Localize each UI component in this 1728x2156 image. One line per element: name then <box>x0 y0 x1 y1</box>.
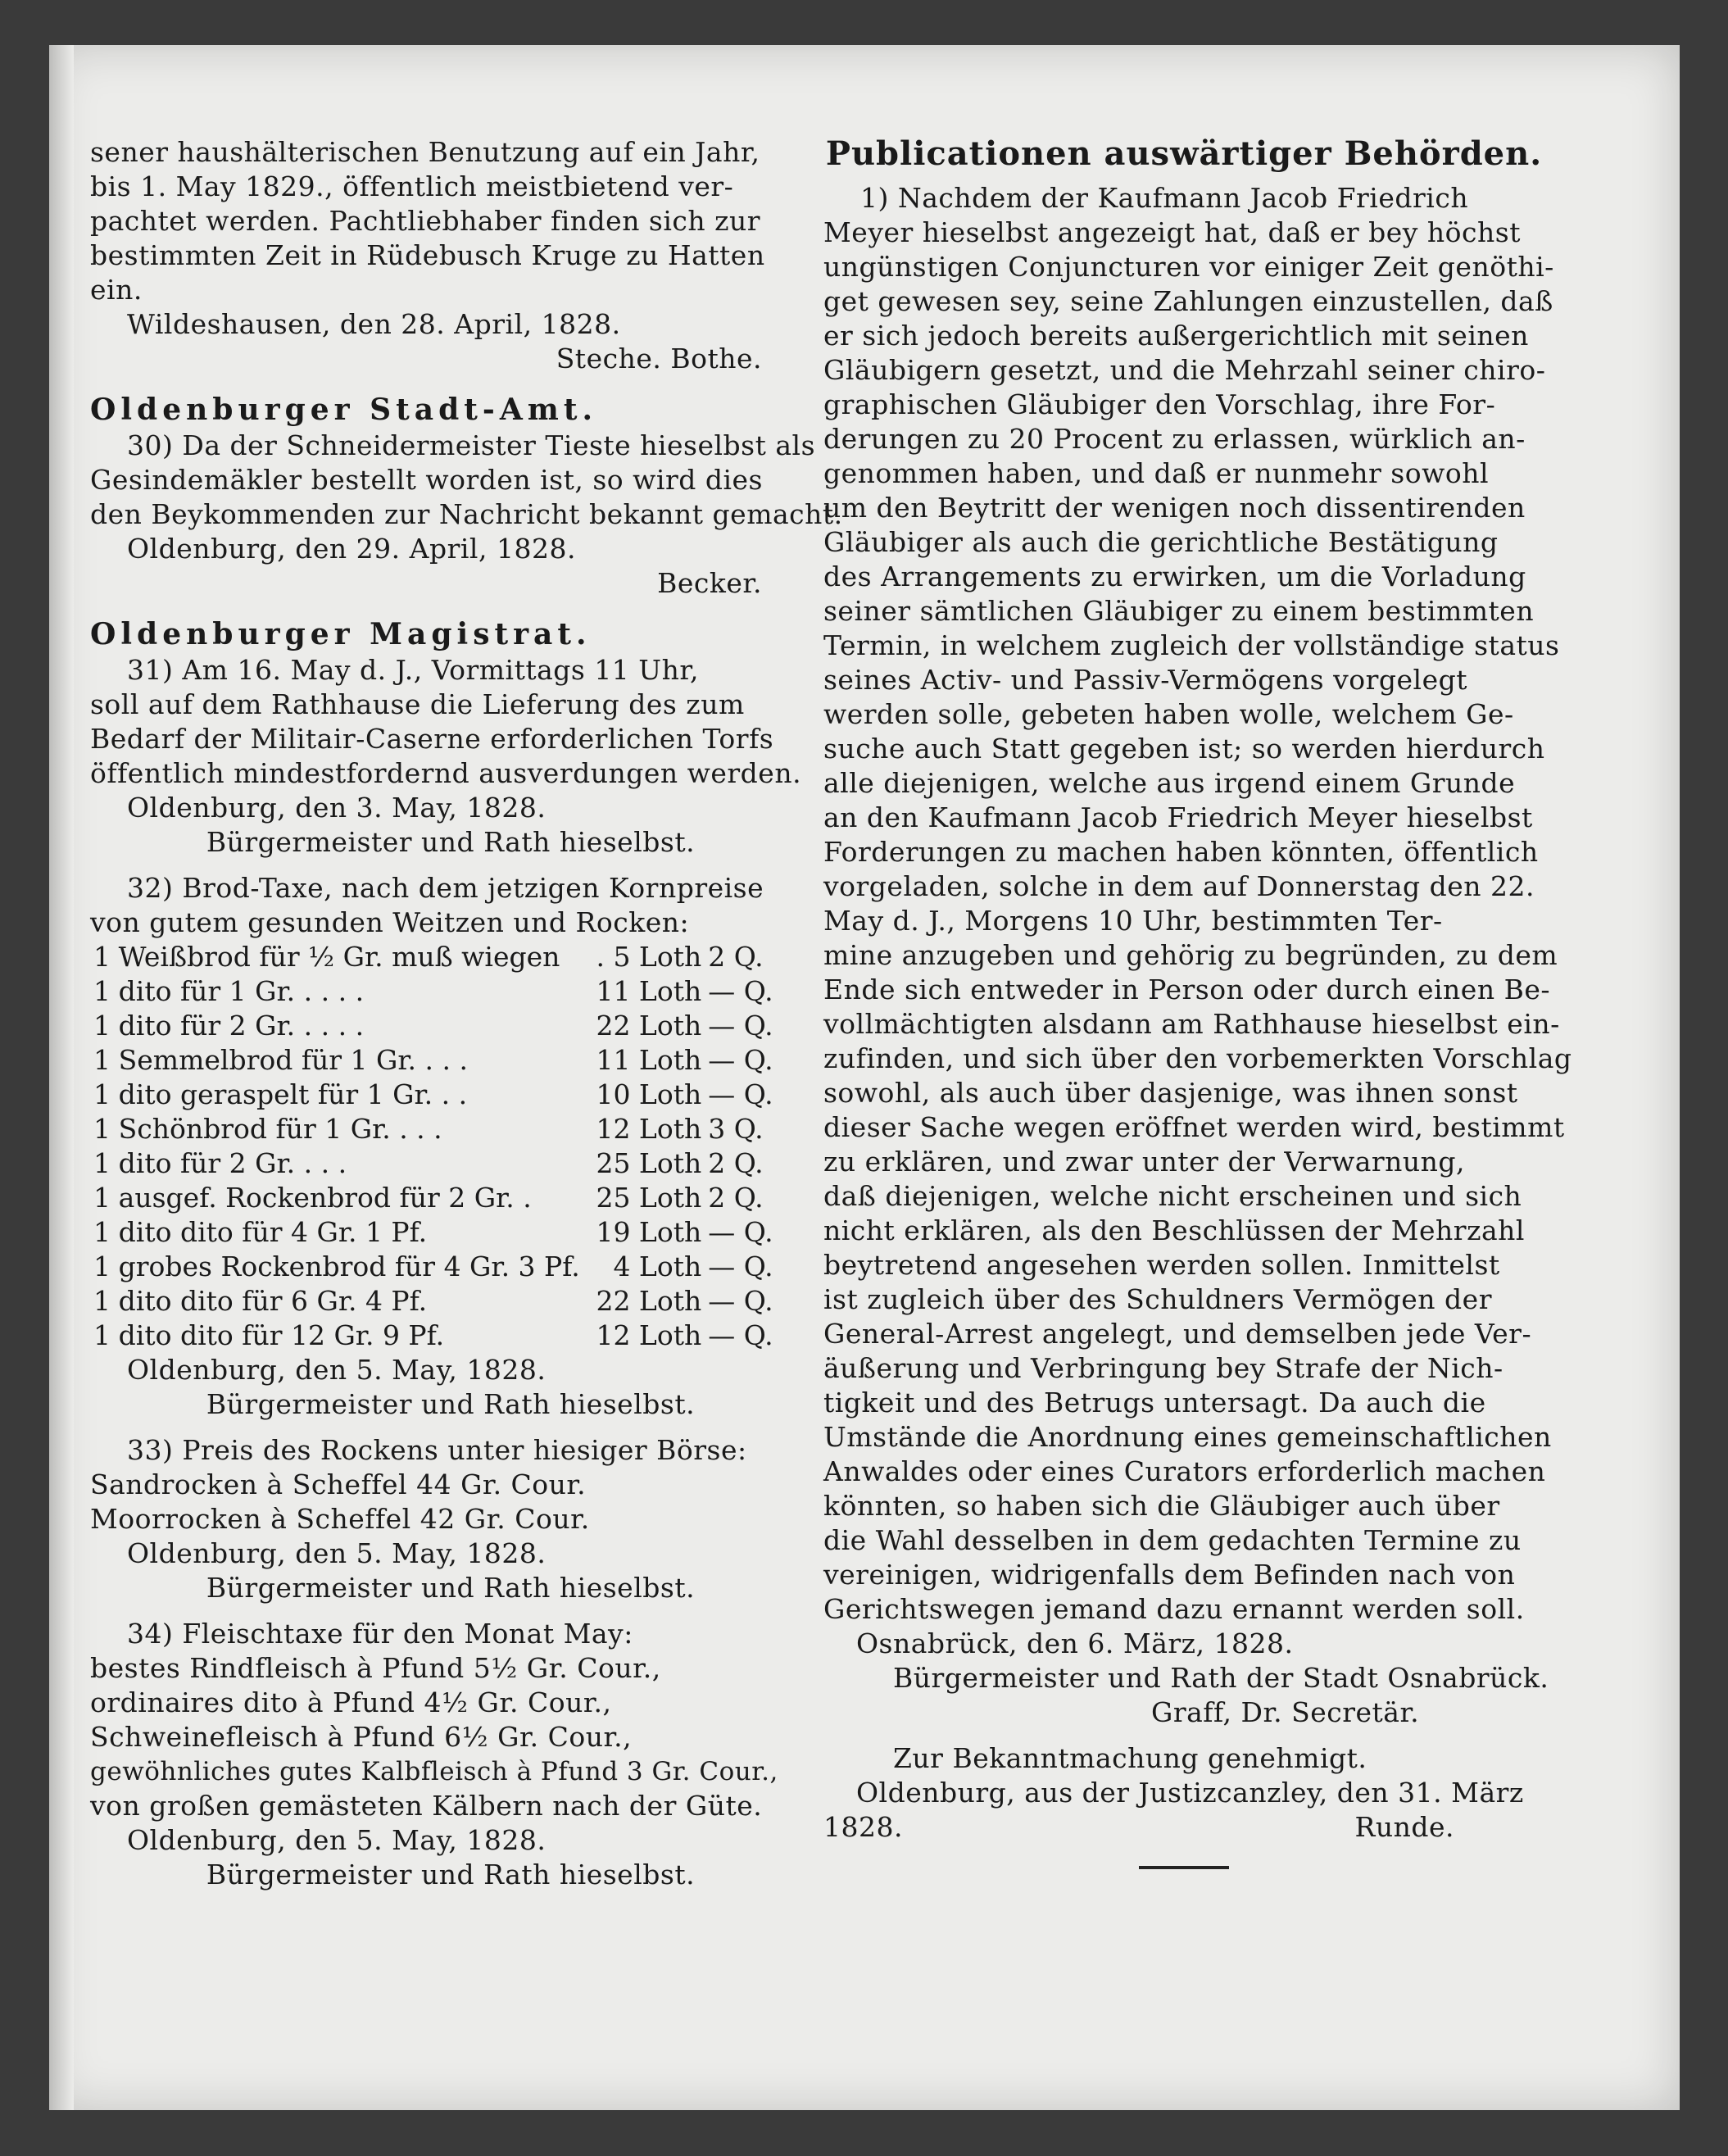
section-heading: Oldenburger Stadt-Amt. <box>90 393 598 427</box>
text-line: get gewesen sey, seine Zahlungen einzustellen, daß <box>823 285 1553 317</box>
tariff-q: 1 <box>93 1319 111 1351</box>
tariff-val: 19 Loth <box>596 1216 702 1248</box>
tariff-desc: dito für 2 Gr. . . . . <box>118 1010 365 1042</box>
text-line: Moorrocken à Scheffel 42 Gr. Cour. <box>90 1503 590 1535</box>
text-line: Schweinefleisch à Pfund 6½ Gr. Cour., <box>90 1721 633 1753</box>
text-line: seiner sämtlichen Gläubiger zu einem bestimmten <box>823 595 1535 627</box>
place-date: Oldenburg, den 3. May, 1828. <box>127 792 547 824</box>
table-row <box>90 1181 795 1215</box>
text-line: 33) Preis des Rockens unter hiesiger Börse: <box>127 1434 747 1466</box>
signature: Runde. <box>1354 1811 1454 1843</box>
table-row <box>90 940 795 974</box>
tariff-desc: dito dito für 4 Gr. 1 Pf. <box>118 1216 428 1248</box>
table-row <box>90 1215 795 1250</box>
text-line: daß diejenigen, welche nicht erscheinen und sich <box>823 1180 1522 1212</box>
bread-tariff-table <box>90 940 795 1353</box>
text-line: vollmächtigten alsdann am Rathhause hieselbst ein- <box>823 1008 1560 1040</box>
tariff-rest: 2 Q. <box>708 1147 764 1179</box>
text-line: derungen zu 20 Procent zu erlassen, würklich an- <box>823 423 1526 455</box>
tariff-desc: Schönbrod für 1 Gr. . . . <box>118 1113 442 1145</box>
tariff-rest: — Q. <box>708 1216 773 1248</box>
tariff-val: 25 Loth <box>596 1182 702 1214</box>
place-date: Oldenburg, den 5. May, 1828. <box>127 1354 547 1386</box>
text-line: genommen haben, und daß er nunmehr sowohl <box>823 457 1490 489</box>
text-line: vorgeladen, solche in dem auf Donnerstag den 22. <box>823 870 1535 902</box>
tariff-val: 12 Loth <box>596 1113 702 1145</box>
place-date: Oldenburg, den 29. April, 1828. <box>127 533 576 565</box>
tariff-desc: dito dito für 12 Gr. 9 Pf. <box>118 1319 445 1351</box>
table-row <box>90 1250 795 1284</box>
table-row <box>90 974 795 1009</box>
document-page <box>49 45 1680 2110</box>
text-line: die Wahl desselben in dem gedachten Termine zu <box>823 1524 1522 1556</box>
table-row <box>90 1284 795 1319</box>
text-line: ein. <box>90 274 143 306</box>
tariff-q: 1 <box>93 1250 111 1282</box>
tariff-val: 11 Loth <box>596 1044 702 1076</box>
text-line: könnten, so haben sich die Gläubiger auch über <box>823 1490 1500 1522</box>
text-line: nicht erklären, als den Beschlüssen der Mehrzahl <box>823 1214 1525 1246</box>
text-line: dieser Sache wegen eröffnet werden wird, bestimmt <box>823 1111 1565 1143</box>
tariff-q: 1 <box>93 1078 111 1110</box>
text-line: 30) Da der Schneidermeister Tieste hieselbst als <box>127 429 816 461</box>
tariff-q: 1 <box>93 1010 111 1042</box>
tariff-rest: — Q. <box>708 1319 773 1351</box>
approval-year: 1828. <box>823 1811 903 1843</box>
text-line: um den Beytritt der wenigen noch dissentirenden <box>823 492 1526 524</box>
place-date: Osnabrück, den 6. März, 1828. <box>856 1627 1294 1659</box>
text-line: sowohl, als auch über dasjenige, was ihnen sonst <box>823 1077 1518 1109</box>
text-line: äußerung und Verbringung bey Strafe der Nich- <box>823 1352 1503 1384</box>
tariff-desc: Semmelbrod für 1 Gr. . . . <box>118 1044 468 1076</box>
place-date: Oldenburg, den 5. May, 1828. <box>127 1537 547 1569</box>
text-line: General-Arrest angelegt, und demselben jede Ver- <box>823 1318 1532 1350</box>
tariff-desc: ausgef. Rockenbrod für 2 Gr. . <box>118 1182 532 1214</box>
tariff-val: 22 Loth <box>596 1285 702 1317</box>
right-column <box>823 134 1572 1869</box>
text-line: zu erklären, und zwar unter der Verwarnung, <box>823 1146 1466 1178</box>
tariff-val: 4 Loth <box>613 1250 702 1282</box>
text-line: mine anzugeben und gehörig zu begründen, zu dem <box>823 939 1558 971</box>
text-line: Bedarf der Militair-Caserne erforderlichen Torfs <box>90 723 774 755</box>
signature: Bürgermeister und Rath hieselbst. <box>206 1388 696 1420</box>
signature: Bürgermeister und Rath hieselbst. <box>206 826 696 858</box>
signature: Bürgermeister und Rath hieselbst. <box>206 1859 696 1890</box>
text-line: Sandrocken à Scheffel 44 Gr. Cour. <box>90 1468 587 1500</box>
tariff-q: 1 <box>93 1216 111 1248</box>
text-line: May d. J., Morgens 10 Uhr, bestimmten Ter- <box>823 905 1443 937</box>
tariff-q: 1 <box>93 975 111 1007</box>
tariff-q: 1 <box>93 1044 111 1076</box>
tariff-desc: Weißbrod für ½ Gr. muß wiegen <box>118 941 560 973</box>
tariff-val: 10 Loth <box>596 1078 702 1110</box>
tariff-val: 25 Loth <box>596 1147 702 1179</box>
table-row <box>90 1078 795 1112</box>
notice-31 <box>90 653 811 791</box>
tariff-desc: dito geraspelt für 1 Gr. . . <box>118 1078 468 1110</box>
notice-34 <box>90 1617 811 1651</box>
tariff-rest: 2 Q. <box>708 1182 764 1214</box>
tariff-rest: — Q. <box>708 1044 773 1076</box>
tariff-q: 1 <box>93 1147 111 1179</box>
table-row <box>90 1009 795 1043</box>
text-line: 34) Fleischtaxe für den Monat May: <box>127 1618 633 1650</box>
page-gutter <box>49 45 74 2110</box>
text-line: an den Kaufmann Jacob Friedrich Meyer hieselbst <box>823 801 1533 833</box>
text-line: er sich jedoch bereits außergerichtlich mit seinen <box>823 320 1529 352</box>
text-line: Meyer hieselbst angezeigt hat, daß er bey höchst <box>823 216 1521 248</box>
signature: Becker. <box>657 567 762 599</box>
tariff-rest: — Q. <box>708 1250 773 1282</box>
text-line: ist zugleich über des Schuldners Vermögen der <box>823 1283 1492 1315</box>
notice-30 <box>90 429 843 532</box>
tariff-desc: dito für 1 Gr. . . . . <box>118 975 365 1007</box>
text-line: zufinden, und sich über den vorbemerkten Vorschlag <box>823 1042 1572 1074</box>
text-line: werden solle, gebeten haben wolle, welchem Ge- <box>823 698 1514 730</box>
tariff-rest: 3 Q. <box>708 1113 764 1145</box>
signature: Bürgermeister und Rath hieselbst. <box>206 1572 696 1604</box>
signature: Steche. Bothe. <box>556 343 762 374</box>
closing-rule <box>1139 1866 1229 1869</box>
text-line: von großen gemästeten Kälbern nach der Güte. <box>90 1790 763 1822</box>
place-date: Oldenburg, den 5. May, 1828. <box>127 1824 547 1856</box>
tariff-rest: — Q. <box>708 1078 773 1110</box>
tariff-val: 12 Loth <box>596 1319 702 1351</box>
text-line: des Arrangements zu erwirken, um die Vorladung <box>823 561 1526 592</box>
signature: Bürgermeister und Rath der Stadt Osnabrück. <box>893 1662 1549 1694</box>
tariff-q: 1 <box>93 941 111 973</box>
table-row <box>90 1146 795 1181</box>
text-line: öffentlich mindestfordernd ausverdungen werden. <box>90 757 802 789</box>
text-line: 1) Nachdem der Kaufmann Jacob Friedrich <box>860 182 1469 214</box>
text-line: tigkeit und des Betrugs untersagt. Da auch die <box>823 1387 1486 1418</box>
text-line: Gesindemäkler bestellt worden ist, so wird dies <box>90 464 763 496</box>
intro-paragraph <box>90 135 811 307</box>
text-line: gewöhnliches gutes Kalbfleisch à Pfund 3 Gr. Cour., <box>90 1757 778 1786</box>
signature: Graff, Dr. Secretär. <box>1151 1696 1420 1728</box>
text-line: Umstände die Anordnung eines gemeinschaftlichen <box>823 1421 1552 1453</box>
notice-33 <box>90 1433 811 1468</box>
text-line: Gläubigern gesetzt, und die Mehrzahl seiner chiro- <box>823 354 1546 386</box>
tariff-desc: dito dito für 6 Gr. 4 Pf. <box>118 1285 428 1317</box>
text-line: Ende sich entweder in Person oder durch einen Be- <box>823 974 1551 1005</box>
tariff-rest: 2 Q. <box>708 941 764 973</box>
text-line: pachtet werden. Pachtliebhaber finden sich zur <box>90 205 761 237</box>
text-line: soll auf dem Rathhause die Lieferung des zum <box>90 688 745 720</box>
text-line: Gerichtswegen jemand dazu ernannt werden soll. <box>823 1593 1525 1625</box>
tariff-q: 1 <box>93 1113 111 1145</box>
tariff-rest: — Q. <box>708 1010 773 1042</box>
table-row <box>90 1112 795 1146</box>
text-line: Termin, in welchem zugleich der vollständige status <box>823 629 1560 661</box>
text-line: 32) Brod-Taxe, nach dem jetzigen Kornpreise <box>127 872 764 904</box>
text-line: 31) Am 16. May d. J., Vormittags 11 Uhr, <box>127 654 699 686</box>
text-line: sener haushälterischen Benutzung auf ein Jahr, <box>90 136 760 168</box>
tariff-desc: grobes Rockenbrod für 4 Gr. 3 Pf. <box>118 1250 580 1282</box>
table-row <box>90 1319 795 1353</box>
text-line: Forderungen zu machen haben könnten, öffentlich <box>823 836 1539 868</box>
text-line: bestes Rindfleisch à Pfund 5½ Gr. Cour., <box>90 1652 661 1684</box>
section-heading: Publicationen auswärtiger Behörden. <box>825 134 1543 173</box>
text-line: ordinaires dito à Pfund 4½ Gr. Cour., <box>90 1686 612 1718</box>
tariff-val: . 5 Loth <box>596 941 702 973</box>
text-line: Gläubiger als auch die gerichtliche Bestätigung <box>823 526 1499 558</box>
text-line: seines Activ- und Passiv-Vermögens vorgelegt <box>823 664 1467 696</box>
tariff-q: 1 <box>93 1285 111 1317</box>
left-column <box>90 135 843 1892</box>
text-line: bis 1. May 1829., öffentlich meistbietend ver- <box>90 170 734 202</box>
tariff-rest: — Q. <box>708 975 773 1007</box>
text-line: beytretend angesehen werden sollen. Inmittelst <box>823 1249 1500 1281</box>
tariff-rest: — Q. <box>708 1285 773 1317</box>
approval-line: Zur Bekanntmachung genehmigt. <box>893 1742 1367 1774</box>
tariff-val: 11 Loth <box>596 975 702 1007</box>
tariff-val: 22 Loth <box>596 1010 702 1042</box>
text-line: suche auch Statt gegeben ist; so werden hierdurch <box>823 733 1545 765</box>
section-heading: Oldenburger Magistrat. <box>90 617 592 651</box>
text-line: vereinigen, widrigenfalls dem Befinden nach von <box>823 1559 1516 1591</box>
approval-footer <box>823 1810 1544 1845</box>
notice-32 <box>90 871 811 940</box>
tariff-q: 1 <box>93 1182 111 1214</box>
text-line: ungünstigen Conjuncturen vor einiger Zeit genöthi- <box>823 251 1554 283</box>
text-line: Anwaldes oder eines Curators erforderlich machen <box>823 1455 1546 1487</box>
approval-place: Oldenburg, aus der Justizcanzley, den 31. März <box>856 1777 1524 1809</box>
text-line: alle diejenigen, welche aus irgend einem Grunde <box>823 767 1516 799</box>
text-line: bestimmten Zeit in Rüdebusch Kruge zu Hatten <box>90 239 765 271</box>
table-row <box>90 1043 795 1078</box>
text-line: den Beykommenden zur Nachricht bekannt gemacht. <box>90 498 843 530</box>
text-line: von gutem gesunden Weitzen und Rocken: <box>90 906 690 938</box>
text-line: graphischen Gläubiger den Vorschlag, ihre For- <box>823 388 1496 420</box>
place-date: Wildeshausen, den 28. April, 1828. <box>127 308 621 340</box>
tariff-desc: dito für 2 Gr. . . . <box>118 1147 347 1179</box>
notice-1 <box>823 181 1572 1627</box>
